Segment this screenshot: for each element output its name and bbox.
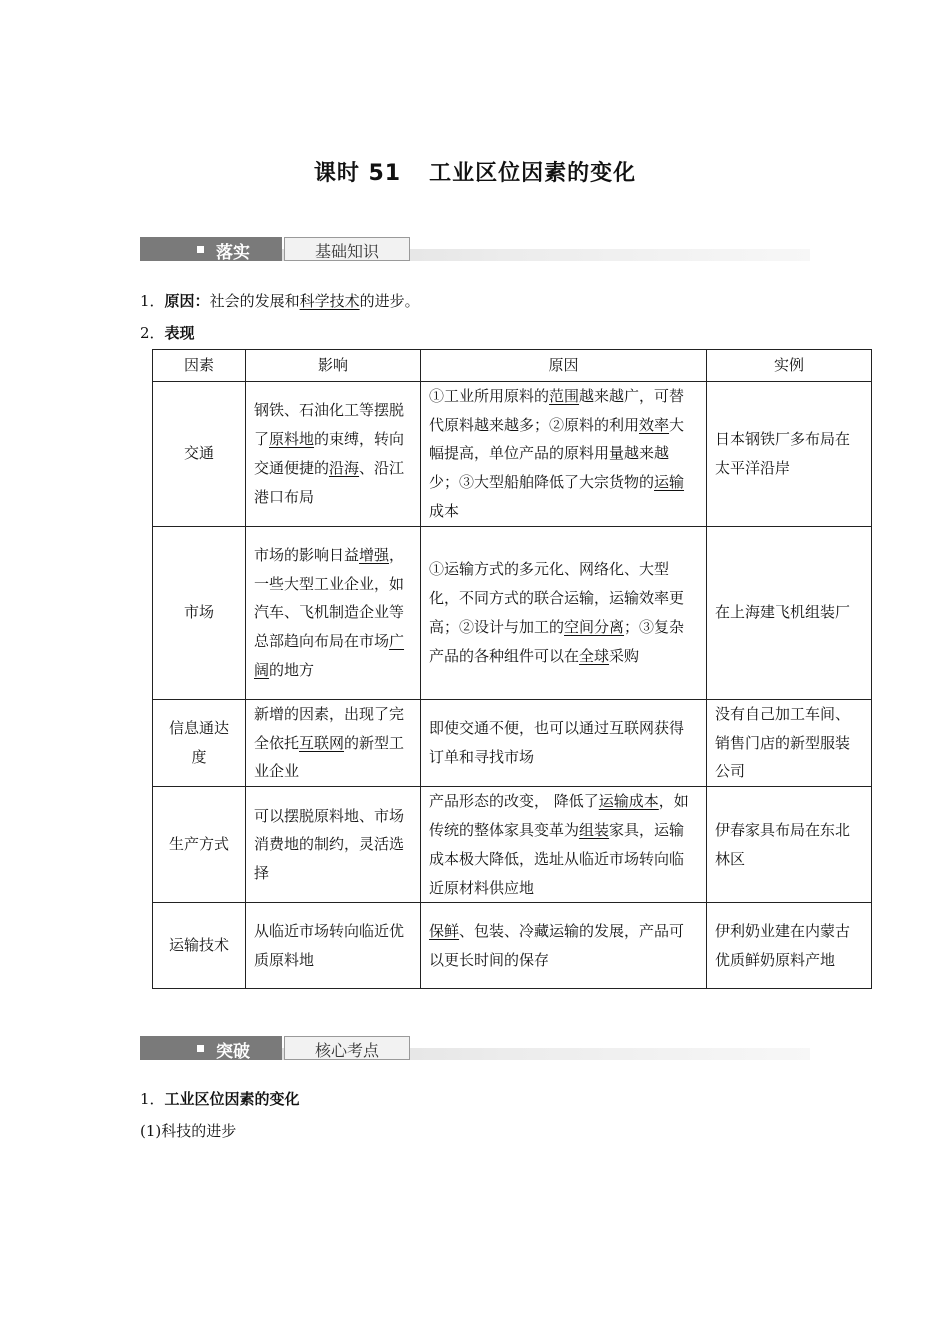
- item-number: 1．: [140, 1090, 165, 1108]
- cell-text: ，如传统的整体家具变革为: [429, 792, 689, 839]
- cell-text: 、包装、冷藏运输的发展，产品可以更长时间的保存: [429, 922, 685, 969]
- item-text-end: 的进步。: [359, 292, 420, 310]
- underlined-text: 全球: [579, 646, 610, 665]
- cell-text: ①工业所用原料的: [429, 386, 550, 405]
- cell-text: 市场: [183, 603, 214, 622]
- underlined-text: 运输成本: [598, 792, 659, 811]
- cell-text: 的地方: [269, 660, 315, 679]
- cell-text: 伊利奶业建在内蒙古优质鲜奶原料产地: [715, 922, 851, 969]
- cell-impact: [246, 381, 421, 526]
- section-banner-basics: [140, 237, 810, 265]
- cell-reason: [421, 381, 707, 526]
- cell-factor: [153, 381, 246, 526]
- cell-text: 的束缚，转向交通便捷的: [254, 429, 405, 477]
- cell-impact: [246, 699, 421, 786]
- cell-text: 新增的因素，出现了完全依托: [254, 704, 405, 752]
- header-factor: 因素: [153, 350, 246, 382]
- cell-factor: [153, 699, 246, 786]
- header-example: 实例: [707, 350, 872, 382]
- cell-factor: [153, 903, 246, 989]
- cell-text: 采购: [609, 646, 640, 665]
- cell-impact: [246, 903, 421, 989]
- item-text: 社会的发展和: [209, 292, 300, 310]
- cell-text: 没有自己加工车间、销售门店的新型服装公司: [715, 704, 851, 781]
- cell-reason: [421, 526, 707, 699]
- item-tech-progress: (1)科技的进步: [140, 1122, 237, 1140]
- banner-light-tab: [284, 237, 410, 261]
- underlined-text: 范围: [549, 386, 580, 405]
- item-number: 2．: [140, 324, 165, 342]
- cell-text: ①运输方式的多元化、网络化、大型化，不同方式的联合运输，运输效率更高；②设计与加工的: [429, 560, 685, 636]
- underlined-text: 空间分离: [564, 617, 625, 636]
- cell-text: 交通: [183, 444, 214, 463]
- table-row: [153, 381, 872, 526]
- cell-text: 生产方式: [168, 835, 229, 854]
- factor-table: [152, 349, 872, 989]
- underlined-text: 效率: [639, 415, 670, 434]
- banner-light-label: 基础知识: [314, 242, 379, 261]
- cell-factor: [153, 787, 246, 903]
- item-location-change: [140, 1088, 300, 1109]
- cell-text: 产品形态的改变， 降低了: [429, 792, 599, 811]
- cell-text: 越来越广，可替代原料越来越多；②原料的利用: [429, 386, 685, 434]
- cell-text: 成本: [429, 501, 460, 520]
- underlined-text: 增强: [359, 545, 390, 564]
- cell-text: 钢铁、石油化工等摆脱了: [254, 401, 405, 448]
- cell-reason: [421, 787, 707, 903]
- cell-example: [707, 381, 872, 526]
- cell-example: [707, 699, 872, 786]
- item-reason: [140, 290, 420, 311]
- page-title: [0, 156, 950, 187]
- cell-reason: [421, 699, 707, 786]
- underlined-text: 保鲜: [429, 922, 460, 941]
- table-row: [153, 526, 872, 699]
- item-heading: 工业区位因素的变化: [164, 1090, 300, 1108]
- table-row: [153, 787, 872, 903]
- cell-text: 日本钢铁厂多布局在太平洋沿岸: [715, 429, 851, 477]
- underlined-text: 原料地: [269, 429, 315, 448]
- banner-dark-tab: [140, 237, 282, 261]
- cell-text: 伊春家具布局在东北林区: [715, 820, 851, 868]
- underlined-text: 组装: [579, 820, 610, 839]
- cell-text: 、沿江港口布局: [254, 458, 405, 506]
- cell-impact: [246, 526, 421, 699]
- underlined-text: 广阔: [254, 632, 405, 679]
- cell-example: [707, 903, 872, 989]
- cell-text: 从临近市场转向临近优质原料地: [254, 922, 405, 969]
- underlined-text: 互联网: [299, 733, 345, 752]
- cell-example: [707, 526, 872, 699]
- cell-text: 的新型工业企业: [254, 733, 405, 781]
- section-banner-core: [140, 1036, 810, 1064]
- banner-dark-label: 落实: [216, 243, 250, 263]
- table-row: [153, 699, 872, 786]
- cell-impact: [246, 787, 421, 903]
- square-bullet-icon: [197, 246, 204, 253]
- cell-factor: [153, 526, 246, 699]
- table-row: [153, 903, 872, 989]
- cell-text: 大幅提高，单位产品的原料用量越来越少；③大型船舶降低了大宗货物的: [429, 415, 685, 492]
- item-heading: 原因：: [164, 292, 210, 310]
- banner-light-label: 核心考点: [314, 1041, 379, 1060]
- cell-text: 家具，运输成本极大降低，选址从临近市场转向临近原材料供应地: [429, 820, 685, 897]
- cell-text: 在上海建飞机组装厂: [715, 603, 851, 622]
- banner-light-tab: [284, 1036, 410, 1060]
- item-performance: [140, 322, 195, 343]
- cell-text: ，一些大型工业企业，如汽车、飞机制造企业等总部趋向布局在市场: [254, 545, 405, 651]
- banner-dark-label: 突破: [216, 1042, 250, 1062]
- table-header-row: [153, 350, 872, 382]
- header-reason: 原因: [421, 350, 707, 382]
- cell-text: 信息通达度: [168, 719, 229, 766]
- cell-text: ；③复杂产品的各种组件可以在: [429, 617, 685, 665]
- item-heading: 表现: [164, 324, 195, 342]
- lesson-number: 课时 51: [313, 161, 402, 186]
- square-bullet-icon: [197, 1045, 204, 1052]
- cell-text: 即使交通不便，也可以通过互联网获得订单和寻找市场: [429, 719, 685, 766]
- lesson-topic: 工业区位因素的变化: [429, 161, 637, 186]
- cell-text: 可以摆脱原料地、市场消费地的制约，灵活选择: [254, 806, 405, 883]
- item-number: 1．: [140, 292, 165, 310]
- underlined-text: 运输: [654, 473, 685, 492]
- cell-text: 运输技术: [168, 936, 229, 955]
- item-underlined-text: 科学技术: [299, 292, 360, 310]
- cell-reason: [421, 903, 707, 989]
- banner-dark-tab: [140, 1036, 282, 1060]
- cell-example: [707, 787, 872, 903]
- cell-text: 市场的影响日益: [254, 545, 360, 564]
- header-impact: 影响: [246, 350, 421, 382]
- underlined-text: 沿海: [329, 458, 360, 477]
